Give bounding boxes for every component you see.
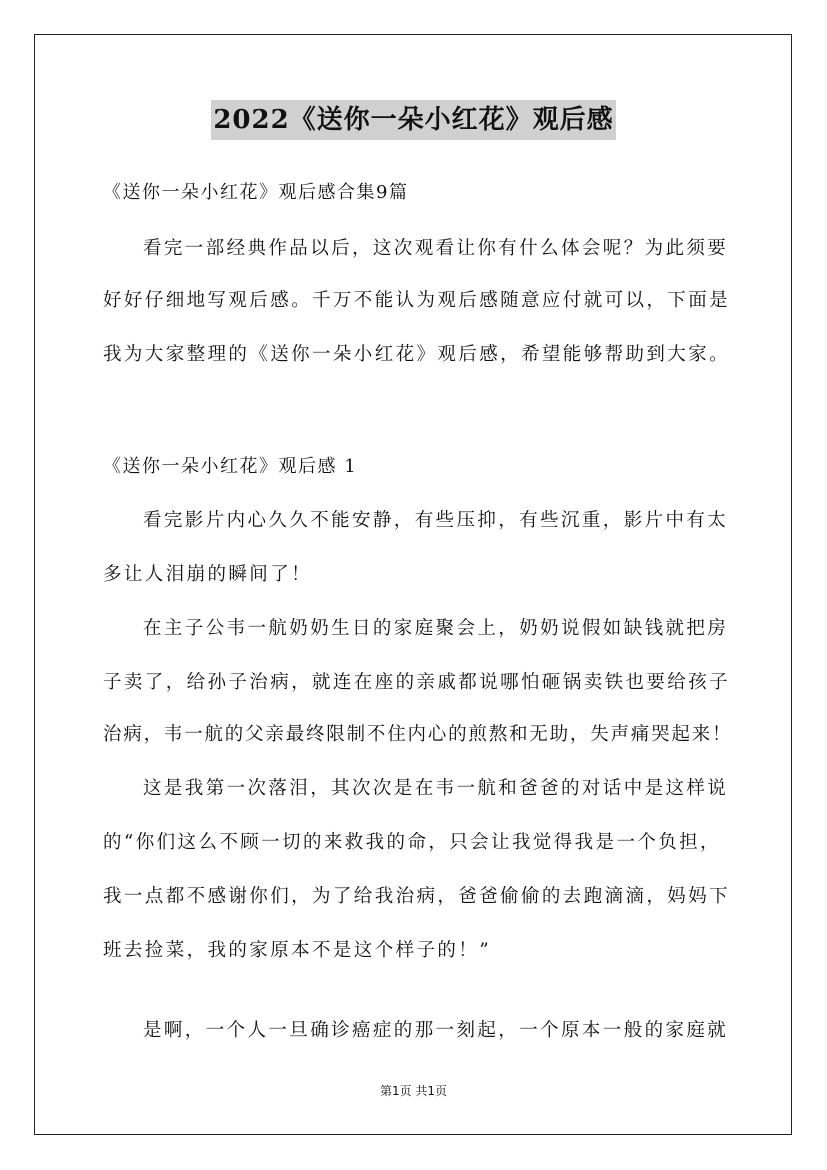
body-line: 我一点都不感谢你们，为了给我治病，爸爸偷偷的去跑滴滴，妈妈下 — [103, 886, 731, 907]
body-line: 的“你们这么不顾一切的来救我的命，只会让我觉得我是一个负担， — [103, 832, 721, 853]
intro-line: 我为大家整理的《送你一朵小红花》观后感，希望能够帮助到大家。 — [103, 344, 731, 365]
body-line: 看完影片内心久久不能安静，有些压抑，有些沉重，影片中有太 — [143, 510, 729, 531]
body-line: 子卖了，给孙子治病，就连在座的亲戚都说哪怕砸锅卖铁也要给孩子 — [103, 672, 731, 693]
document-title: 2022《送你一朵小红花》观后感 — [211, 100, 615, 140]
subtitle: 《送你一朵小红花》观后感合集9篇 — [103, 182, 409, 203]
page-footer: 第1页 共1页 — [379, 1084, 448, 1098]
intro-line: 好好仔细地写观后感。千万不能认为观后感随意应付就可以，下面是 — [103, 290, 731, 311]
document-title-wrap — [0, 100, 827, 143]
body-line: 多让人泪崩的瞬间了！ — [103, 564, 313, 585]
body-line: 是啊，一个人一旦确诊癌症的那一刻起，一个原本一般的家庭就 — [143, 1020, 729, 1041]
body-line: 这是我第一次落泪，其次次是在韦一航和爸爸的对话中是这样说 — [143, 778, 729, 799]
body-line: 治病，韦一航的父亲最终限制不住内心的煎熬和无助，失声痛哭起来！ — [103, 724, 733, 745]
body-line: 在主子公韦一航奶奶生日的家庭聚会上，奶奶说假如缺钱就把房 — [143, 618, 729, 639]
intro-line: 看完一部经典作品以后，这次观看让你有什么体会呢？为此须要 — [143, 238, 729, 259]
body-line: 班去捡菜，我的家原本不是这个样子的！” — [103, 940, 492, 961]
section-heading: 《送你一朵小红花》观后感 1 — [103, 456, 358, 477]
